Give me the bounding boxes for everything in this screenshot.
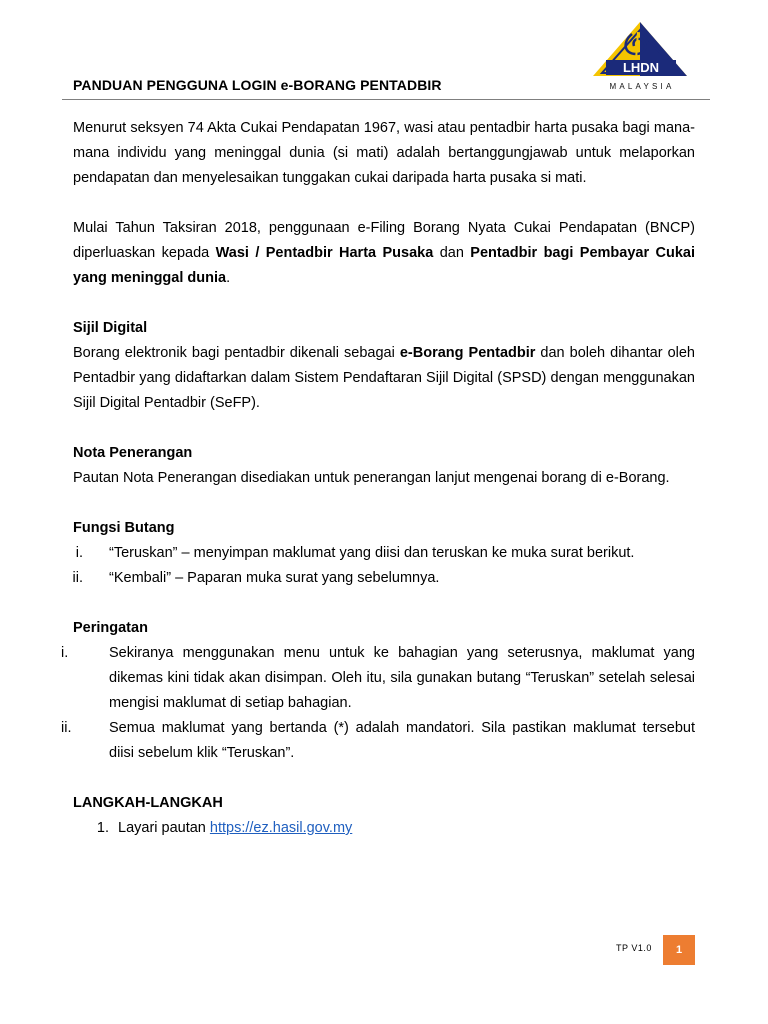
document-title: PANDUAN PENGGUNA LOGIN e-BORANG PENTADBIR [73,77,442,93]
section-heading-langkah: LANGKAH-LANGKAH [73,795,223,811]
intro-paragraph-1: Menurut seksyen 74 Akta Cukai Pendapatan 1967, wasi atau pentadbir harta pusaka bagi mana-mana individu yang meninggal dunia (si mati) adalah bertanggungjawab untuk melaporkan pendapatan dan menyelesaikan tunggakan cukai daripada harta pusaka si mati. [73,120,695,186]
list-item: ii. “Kembali” – Paparan muka surat yang sebelumnya. [72,570,440,586]
list-item: ii. Semua maklumat yang bertanda (*) adalah mandatori. Sila pastikan maklumat tersebut diisi sebelum klik “Teruskan”. [61,720,695,761]
header-divider [62,99,710,100]
ez-hasil-link[interactable]: https://ez.hasil.gov.my [209,820,353,836]
fungsi-butang-list [73,541,695,591]
logo-text: LHDN [622,60,660,75]
page-number-badge: 1 [663,935,695,965]
intro-paragraph-2: Mulai Tahun Taksiran 2018, penggunaan e-Filing Borang Nyata Cukai Pendapatan (BNCP) diperluaskan kepada Wasi / Pentadbir Harta Pusaka dan Pentadbir bagi Pembayar Cukai yang meninggal dunia. [73,220,695,286]
section-heading-peringatan: Peringatan [73,620,148,636]
nota-penerangan-paragraph: Pautan Nota Penerangan disediakan untuk penerangan lanjut mengenai borang di e-Borang. [73,470,670,486]
list-item: 1. Layari pautan https://ez.hasil.gov.my [96,820,353,836]
logo-subtitle: MALAYSIA [609,82,675,91]
lhdn-logo [592,20,692,94]
document-body [61,116,695,841]
section-heading-nota-penerangan: Nota Penerangan [73,445,193,461]
list-item: i. “Teruskan” – menyimpan maklumat yang diisi dan teruskan ke muka surat berikut. [75,545,635,561]
sijil-digital-paragraph: Borang elektronik bagi pentadbir dikenali sebagai e-Borang Pentadbir dan boleh dihantar oleh Pentadbir yang didaftarkan dalam Sistem Pendaftaran Sijil Digital (SPSD) dengan menggunakan Sijil Digital Pentadbir (SeFP). [73,345,695,411]
section-heading-fungsi-butang: Fungsi Butang [73,520,175,536]
peringatan-list [61,641,695,766]
langkah-list [73,816,695,841]
lhdn-emblem-icon [592,20,692,82]
version-label: TP V1.0 [616,943,652,953]
section-heading-sijil-digital: Sijil Digital [73,320,148,336]
list-item: i. Sekiranya menggunakan menu untuk ke bahagian yang seterusnya, maklumat yang dikemas kini tidak akan disimpan. Oleh itu, sila gunakan butang “Teruskan” setelah selesai mengisi maklumat di setiap bahagian. [61,645,695,711]
